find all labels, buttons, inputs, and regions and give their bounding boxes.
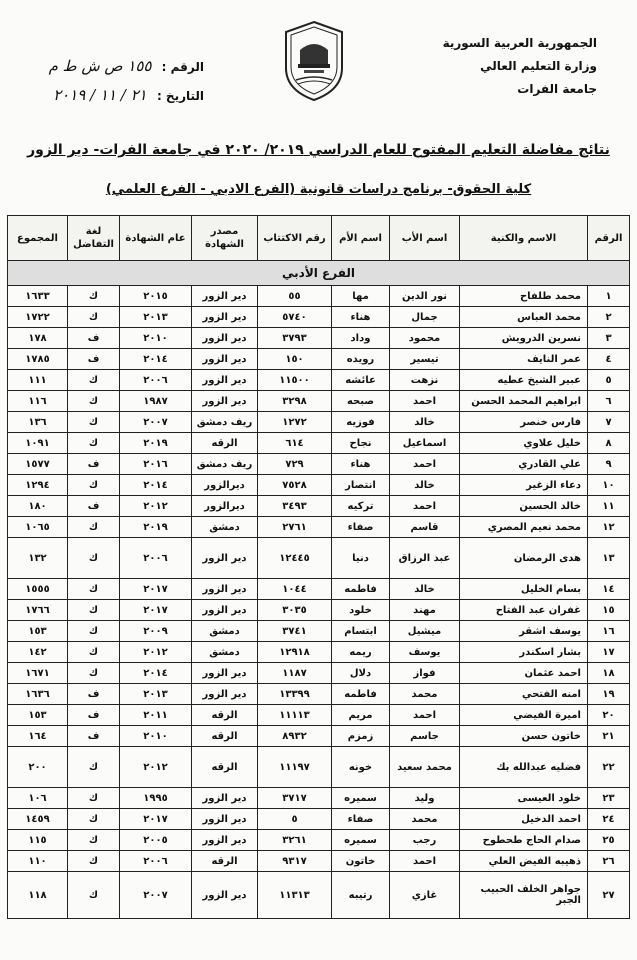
total-score: ١٢٩٤ bbox=[8, 475, 68, 496]
certificate-source: دير الزور bbox=[192, 349, 258, 370]
subscription-number: ١١١١٣ bbox=[258, 705, 332, 726]
row-number: ١٥ bbox=[588, 600, 630, 621]
certificate-year: ٢٠٠٥ bbox=[120, 830, 192, 851]
table-row bbox=[8, 642, 630, 663]
certificate-source: دير الزور bbox=[192, 286, 258, 307]
total-score: ١١٥ bbox=[8, 830, 68, 851]
row-number: ٢٥ bbox=[588, 830, 630, 851]
issuer-block bbox=[427, 32, 597, 101]
mother-name: سميره bbox=[332, 830, 390, 851]
number-value: ١٥٥ ص ش ط م bbox=[48, 57, 152, 75]
row-number: ١١ bbox=[588, 496, 630, 517]
certificate-year: ٢٠١٤ bbox=[120, 475, 192, 496]
certificate-source: الرقه bbox=[192, 747, 258, 788]
certificate-source: ديرالزور bbox=[192, 475, 258, 496]
row-number: ٢ bbox=[588, 307, 630, 328]
mother-name: خاتون bbox=[332, 851, 390, 872]
row-number: ١٢ bbox=[588, 517, 630, 538]
certificate-source: دير الزور bbox=[192, 370, 258, 391]
document-subtitle: كلية الحقوق- برنامج دراسات قانونية (الفرع الادبي - الفرع العلمي) bbox=[105, 182, 532, 197]
row-number: ١٧ bbox=[588, 642, 630, 663]
total-score: ١٦٣٣ bbox=[8, 286, 68, 307]
student-name: امنه الفتحي bbox=[460, 684, 588, 705]
table-row bbox=[8, 684, 630, 705]
table-row bbox=[8, 328, 630, 349]
total-score: ١٣٦ bbox=[8, 412, 68, 433]
mother-name: زمزم bbox=[332, 726, 390, 747]
country-name: الجمهورية العربية السورية bbox=[442, 36, 597, 50]
preference-language: ف bbox=[68, 496, 120, 517]
total-score: ١٤٥٩ bbox=[8, 809, 68, 830]
certificate-year: ٢٠١٧ bbox=[120, 600, 192, 621]
certificate-year: ٢٠٠٧ bbox=[120, 412, 192, 433]
preference-language: ك bbox=[68, 621, 120, 642]
subscription-number: ٢٧٦١ bbox=[258, 517, 332, 538]
table-row bbox=[8, 872, 630, 919]
document-title: نتائج مفاضلة التعليم المفتوح للعام الدراسي ٢٠١٩/ ٢٠٢٠ في جامعة الفرات- دير الزور bbox=[27, 142, 610, 158]
certificate-year: ٢٠٠٦ bbox=[120, 538, 192, 579]
total-score: ١٦٤ bbox=[8, 726, 68, 747]
father-name: جمال bbox=[390, 307, 460, 328]
certificate-year: ٢٠١٣ bbox=[120, 684, 192, 705]
certificate-source: دير الزور bbox=[192, 684, 258, 705]
certificate-year: ٢٠١٢ bbox=[120, 642, 192, 663]
certificate-source: دمشق bbox=[192, 642, 258, 663]
certificate-year: ١٩٩٥ bbox=[120, 788, 192, 809]
student-name: خالد الحسين bbox=[460, 496, 588, 517]
father-name: ميشيل bbox=[390, 621, 460, 642]
column-header: الرقم bbox=[588, 216, 630, 261]
subscription-number: ١٣٣٩٩ bbox=[258, 684, 332, 705]
father-name: غازي bbox=[390, 872, 460, 919]
subscription-number: ٣٤٩٣ bbox=[258, 496, 332, 517]
table-row bbox=[8, 370, 630, 391]
preference-language: ف bbox=[68, 328, 120, 349]
preference-language: ك bbox=[68, 600, 120, 621]
table-row bbox=[8, 705, 630, 726]
preference-language: ك bbox=[68, 851, 120, 872]
mother-name: عائشه bbox=[332, 370, 390, 391]
student-name: دعاء الزغير bbox=[460, 475, 588, 496]
total-score: ١٦٣٦ bbox=[8, 684, 68, 705]
subscription-number: ١٠٤٤ bbox=[258, 579, 332, 600]
father-name: تيسير bbox=[390, 349, 460, 370]
table-row bbox=[8, 538, 630, 579]
preference-language: ك bbox=[68, 642, 120, 663]
total-score: ١١٨ bbox=[8, 872, 68, 919]
preference-language: ك bbox=[68, 412, 120, 433]
total-score: ١١٦ bbox=[8, 391, 68, 412]
preference-language: ف bbox=[68, 726, 120, 747]
table-row bbox=[8, 349, 630, 370]
certificate-year: ١٩٨٧ bbox=[120, 391, 192, 412]
row-number: ١ bbox=[588, 286, 630, 307]
student-name: اميرة الفيضي bbox=[460, 705, 588, 726]
mother-name: هناء bbox=[332, 454, 390, 475]
father-name: محمود bbox=[390, 328, 460, 349]
table-row bbox=[8, 663, 630, 684]
preference-language: ك bbox=[68, 433, 120, 454]
subscription-number: ٥٧٤٠ bbox=[258, 307, 332, 328]
table-row bbox=[8, 475, 630, 496]
subscription-number: ٧٥٢٨ bbox=[258, 475, 332, 496]
father-name: خالد bbox=[390, 579, 460, 600]
preference-language: ك bbox=[68, 475, 120, 496]
father-name: محمد bbox=[390, 809, 460, 830]
subscription-number: ٨٩٣٢ bbox=[258, 726, 332, 747]
father-name: مهند bbox=[390, 600, 460, 621]
row-number: ٢١ bbox=[588, 726, 630, 747]
certificate-year: ٢٠١٠ bbox=[120, 328, 192, 349]
preference-language: ك bbox=[68, 788, 120, 809]
table-row bbox=[8, 433, 630, 454]
certificate-source: دمشق bbox=[192, 517, 258, 538]
certificate-source: الرقه bbox=[192, 433, 258, 454]
subscription-number: ١١٨٧ bbox=[258, 663, 332, 684]
row-number: ٧ bbox=[588, 412, 630, 433]
total-score: ١٠٩١ bbox=[8, 433, 68, 454]
father-name: رجب bbox=[390, 830, 460, 851]
column-header: عام الشهادة bbox=[120, 216, 192, 261]
certificate-year: ٢٠٠٦ bbox=[120, 370, 192, 391]
date-label: التاريخ : bbox=[156, 89, 204, 103]
mother-name: مها bbox=[332, 286, 390, 307]
column-header: اسم الأم bbox=[332, 216, 390, 261]
student-name: نسرين الدرويش bbox=[460, 328, 588, 349]
preference-language: ك bbox=[68, 663, 120, 684]
certificate-source: دير الزور bbox=[192, 872, 258, 919]
father-name: وليد bbox=[390, 788, 460, 809]
table-row bbox=[8, 391, 630, 412]
father-name: خالد bbox=[390, 412, 460, 433]
father-name: جاسم bbox=[390, 726, 460, 747]
column-header: الاسم والكنية bbox=[460, 216, 588, 261]
row-number: ٦ bbox=[588, 391, 630, 412]
mother-name: دلال bbox=[332, 663, 390, 684]
father-name: احمد bbox=[390, 851, 460, 872]
university-name: جامعة الفرات bbox=[517, 82, 597, 96]
subscription-number: ٣٠٣٥ bbox=[258, 600, 332, 621]
subscription-number: ٣٢٩٨ bbox=[258, 391, 332, 412]
table-row bbox=[8, 579, 630, 600]
certificate-year: ٢٠١٤ bbox=[120, 663, 192, 684]
father-name: اسماعيل bbox=[390, 433, 460, 454]
student-name: جواهر الخلف الحبيب الجبر bbox=[460, 872, 588, 919]
row-number: ٢٢ bbox=[588, 747, 630, 788]
table-row bbox=[8, 286, 630, 307]
father-name: نزهت bbox=[390, 370, 460, 391]
table-row bbox=[8, 412, 630, 433]
row-number: ٢٠ bbox=[588, 705, 630, 726]
student-name: ابراهيم المحمد الحسن bbox=[460, 391, 588, 412]
total-score: ١٠٦ bbox=[8, 788, 68, 809]
total-score: ١٧٦٦ bbox=[8, 600, 68, 621]
table-row bbox=[8, 517, 630, 538]
mother-name: خونه bbox=[332, 747, 390, 788]
father-name: فواز bbox=[390, 663, 460, 684]
certificate-year: ٢٠١٦ bbox=[120, 454, 192, 475]
mother-name: دنيا bbox=[332, 538, 390, 579]
mother-name: فوزيه bbox=[332, 412, 390, 433]
certificate-source: دير الزور bbox=[192, 663, 258, 684]
mother-name: وداد bbox=[332, 328, 390, 349]
table-row bbox=[8, 454, 630, 475]
subscription-number: ٥ bbox=[258, 809, 332, 830]
subscription-number: ١٢٩١٨ bbox=[258, 642, 332, 663]
preference-language: ك bbox=[68, 370, 120, 391]
table-row bbox=[8, 726, 630, 747]
total-score: ١٤٢ bbox=[8, 642, 68, 663]
table-row bbox=[8, 307, 630, 328]
table-row bbox=[8, 496, 630, 517]
preference-language: ف bbox=[68, 454, 120, 475]
subscription-number: ١٢٤٤٥ bbox=[258, 538, 332, 579]
certificate-year: ٢٠١٠ bbox=[120, 726, 192, 747]
student-name: فارس خنصر bbox=[460, 412, 588, 433]
subscription-number: ٩٣١٧ bbox=[258, 851, 332, 872]
row-number: ٢٤ bbox=[588, 809, 630, 830]
father-name: احمد bbox=[390, 705, 460, 726]
total-score: ١٥٥٥ bbox=[8, 579, 68, 600]
results-table bbox=[7, 215, 630, 919]
subscription-number: ٥٥ bbox=[258, 286, 332, 307]
row-number: ٢٦ bbox=[588, 851, 630, 872]
certificate-source: الرقه bbox=[192, 851, 258, 872]
subscription-number: ١١١٩٧ bbox=[258, 747, 332, 788]
row-number: ٣ bbox=[588, 328, 630, 349]
certificate-year: ٢٠٠٧ bbox=[120, 872, 192, 919]
table-row bbox=[8, 830, 630, 851]
ministry-name: وزارة التعليم العالي bbox=[480, 59, 597, 73]
total-score: ١١٠ bbox=[8, 851, 68, 872]
preference-language: ك bbox=[68, 830, 120, 851]
subscription-number: ١١٣١٣ bbox=[258, 872, 332, 919]
student-name: خليل علاوي bbox=[460, 433, 588, 454]
subscription-number: ١٢٧٢ bbox=[258, 412, 332, 433]
total-score: ١٥٧٧ bbox=[8, 454, 68, 475]
mother-name: صفاء bbox=[332, 517, 390, 538]
student-name: محمد نعيم المصري bbox=[460, 517, 588, 538]
student-name: صدام الحاج طحطوح bbox=[460, 830, 588, 851]
mother-name: صفاء bbox=[332, 809, 390, 830]
mother-name: ريمه bbox=[332, 642, 390, 663]
preference-language: ك bbox=[68, 517, 120, 538]
certificate-year: ٢٠١٩ bbox=[120, 433, 192, 454]
mother-name: فاطمه bbox=[332, 684, 390, 705]
mother-name: انتصار bbox=[332, 475, 390, 496]
father-name: قاسم bbox=[390, 517, 460, 538]
total-score: ١٣٢ bbox=[8, 538, 68, 579]
certificate-year: ٢٠٠٩ bbox=[120, 621, 192, 642]
row-number: ٩ bbox=[588, 454, 630, 475]
preference-language: ك bbox=[68, 747, 120, 788]
certificate-source: ديرالزور bbox=[192, 496, 258, 517]
preference-language: ف bbox=[68, 705, 120, 726]
row-number: ٥ bbox=[588, 370, 630, 391]
certificate-year: ٢٠١٢ bbox=[120, 747, 192, 788]
mother-name: فاطمه bbox=[332, 579, 390, 600]
university-seal-logo bbox=[282, 20, 346, 102]
column-header: رقم الاكتتاب bbox=[258, 216, 332, 261]
father-name: محمد bbox=[390, 684, 460, 705]
mother-name: صبحه bbox=[332, 391, 390, 412]
total-score: ١٧٢٢ bbox=[8, 307, 68, 328]
certificate-year: ٢٠١٤ bbox=[120, 349, 192, 370]
mother-name: نجاح bbox=[332, 433, 390, 454]
certificate-source: دير الزور bbox=[192, 809, 258, 830]
student-name: غفران عبد الفتاح bbox=[460, 600, 588, 621]
section-row bbox=[8, 261, 630, 286]
preference-language: ك bbox=[68, 286, 120, 307]
row-number: ٤ bbox=[588, 349, 630, 370]
father-name: خالد bbox=[390, 475, 460, 496]
student-name: بسام الخليل bbox=[460, 579, 588, 600]
mother-name: مريم bbox=[332, 705, 390, 726]
certificate-source: الرقه bbox=[192, 726, 258, 747]
date-value: ٢١ / ١١ / ٢٠١٩ bbox=[53, 86, 147, 104]
student-name: محمد العباس bbox=[460, 307, 588, 328]
column-header: مصدر الشهادة bbox=[192, 216, 258, 261]
row-number: ١٨ bbox=[588, 663, 630, 684]
row-number: ١٩ bbox=[588, 684, 630, 705]
row-number: ١٤ bbox=[588, 579, 630, 600]
student-name: علي القادري bbox=[460, 454, 588, 475]
certificate-year: ٢٠١٥ bbox=[120, 286, 192, 307]
subscription-number: ١٥٠ bbox=[258, 349, 332, 370]
preference-language: ك bbox=[68, 872, 120, 919]
subscription-number: ٧٢٩ bbox=[258, 454, 332, 475]
father-name: احمد bbox=[390, 454, 460, 475]
student-name: هدى الرمضان bbox=[460, 538, 588, 579]
certificate-year: ٢٠١٧ bbox=[120, 579, 192, 600]
certificate-source: ريف دمشق bbox=[192, 454, 258, 475]
column-header: لغة التفاضل bbox=[68, 216, 120, 261]
certificate-source: دير الزور bbox=[192, 830, 258, 851]
total-score: ١١١ bbox=[8, 370, 68, 391]
student-name: بشار اسكندر bbox=[460, 642, 588, 663]
total-score: ١٠٦٥ bbox=[8, 517, 68, 538]
total-score: ١٧٨٥ bbox=[8, 349, 68, 370]
certificate-source: دير الزور bbox=[192, 788, 258, 809]
certificate-source: دير الزور bbox=[192, 579, 258, 600]
preference-language: ف bbox=[68, 684, 120, 705]
subscription-number: ١١٥٠٠ bbox=[258, 370, 332, 391]
total-score: ١٥٣ bbox=[8, 705, 68, 726]
father-name: احمد bbox=[390, 496, 460, 517]
mother-name: سميره bbox=[332, 788, 390, 809]
number-label: الرقم : bbox=[161, 60, 204, 74]
certificate-source: دير الزور bbox=[192, 600, 258, 621]
column-header: المجموع bbox=[8, 216, 68, 261]
subscription-number: ٦١٤ bbox=[258, 433, 332, 454]
father-name: نور الدين bbox=[390, 286, 460, 307]
subscription-number: ٣٧١٧ bbox=[258, 788, 332, 809]
certificate-source: دمشق bbox=[192, 621, 258, 642]
preference-language: ك bbox=[68, 307, 120, 328]
mother-name: هناء bbox=[332, 307, 390, 328]
father-name: محمد سعيد bbox=[390, 747, 460, 788]
total-score: ٢٠٠ bbox=[8, 747, 68, 788]
father-name: احمد bbox=[390, 391, 460, 412]
row-number: ١٣ bbox=[588, 538, 630, 579]
student-name: احمد عثمان bbox=[460, 663, 588, 684]
certificate-source: دير الزور bbox=[192, 328, 258, 349]
table-row bbox=[8, 851, 630, 872]
row-number: ٨ bbox=[588, 433, 630, 454]
father-name: يوسف bbox=[390, 642, 460, 663]
certificate-year: ٢٠١٣ bbox=[120, 307, 192, 328]
preference-language: ك bbox=[68, 391, 120, 412]
certificate-source: ريف دمشق bbox=[192, 412, 258, 433]
table-row bbox=[8, 621, 630, 642]
student-name: فضليه عبدالله بك bbox=[460, 747, 588, 788]
mother-name: رتيبه bbox=[332, 872, 390, 919]
mother-name: ابتسام bbox=[332, 621, 390, 642]
row-number: ١٦ bbox=[588, 621, 630, 642]
subscription-number: ٣٧٩٣ bbox=[258, 328, 332, 349]
total-score: ١٨٠ bbox=[8, 496, 68, 517]
father-name: عبد الرزاق bbox=[390, 538, 460, 579]
certificate-year: ٢٠١٩ bbox=[120, 517, 192, 538]
reference-block bbox=[14, 52, 204, 110]
preference-language: ف bbox=[68, 349, 120, 370]
column-header: اسم الأب bbox=[390, 216, 460, 261]
student-name: عبير الشيخ عطيه bbox=[460, 370, 588, 391]
certificate-source: الرقه bbox=[192, 705, 258, 726]
certificate-year: ٢٠١١ bbox=[120, 705, 192, 726]
mother-name: خلود bbox=[332, 600, 390, 621]
subscription-number: ٣٢٦١ bbox=[258, 830, 332, 851]
student-name: عمر النايف bbox=[460, 349, 588, 370]
row-number: ٢٧ bbox=[588, 872, 630, 919]
preference-language: ك bbox=[68, 579, 120, 600]
certificate-year: ٢٠١٧ bbox=[120, 809, 192, 830]
total-score: ١٧٨ bbox=[8, 328, 68, 349]
row-number: ٢٣ bbox=[588, 788, 630, 809]
student-name: خاتون حسن bbox=[460, 726, 588, 747]
certificate-source: دير الزور bbox=[192, 391, 258, 412]
table-row bbox=[8, 747, 630, 788]
total-score: ١٦٧١ bbox=[8, 663, 68, 684]
preference-language: ك bbox=[68, 809, 120, 830]
mother-name: رويده bbox=[332, 349, 390, 370]
student-name: محمد طلفاح bbox=[460, 286, 588, 307]
certificate-year: ٢٠١٢ bbox=[120, 496, 192, 517]
preference-language: ك bbox=[68, 538, 120, 579]
certificate-year: ٢٠٠٦ bbox=[120, 851, 192, 872]
table-row bbox=[8, 600, 630, 621]
table-body bbox=[8, 261, 630, 919]
student-name: يوسف اشقر bbox=[460, 621, 588, 642]
certificate-source: دير الزور bbox=[192, 307, 258, 328]
subscription-number: ٣٧٤١ bbox=[258, 621, 332, 642]
mother-name: تركيه bbox=[332, 496, 390, 517]
document-header bbox=[0, 0, 637, 212]
section-label: الفرع الأدبي bbox=[8, 261, 630, 286]
row-number: ١٠ bbox=[588, 475, 630, 496]
student-name: خلود العيسى bbox=[460, 788, 588, 809]
certificate-source: دير الزور bbox=[192, 538, 258, 579]
table-header-row bbox=[8, 216, 630, 261]
student-name: احمد الدخيل bbox=[460, 809, 588, 830]
total-score: ١٥٣ bbox=[8, 621, 68, 642]
table-row bbox=[8, 788, 630, 809]
table-row bbox=[8, 809, 630, 830]
student-name: ذهيبه الفيض العلي bbox=[460, 851, 588, 872]
